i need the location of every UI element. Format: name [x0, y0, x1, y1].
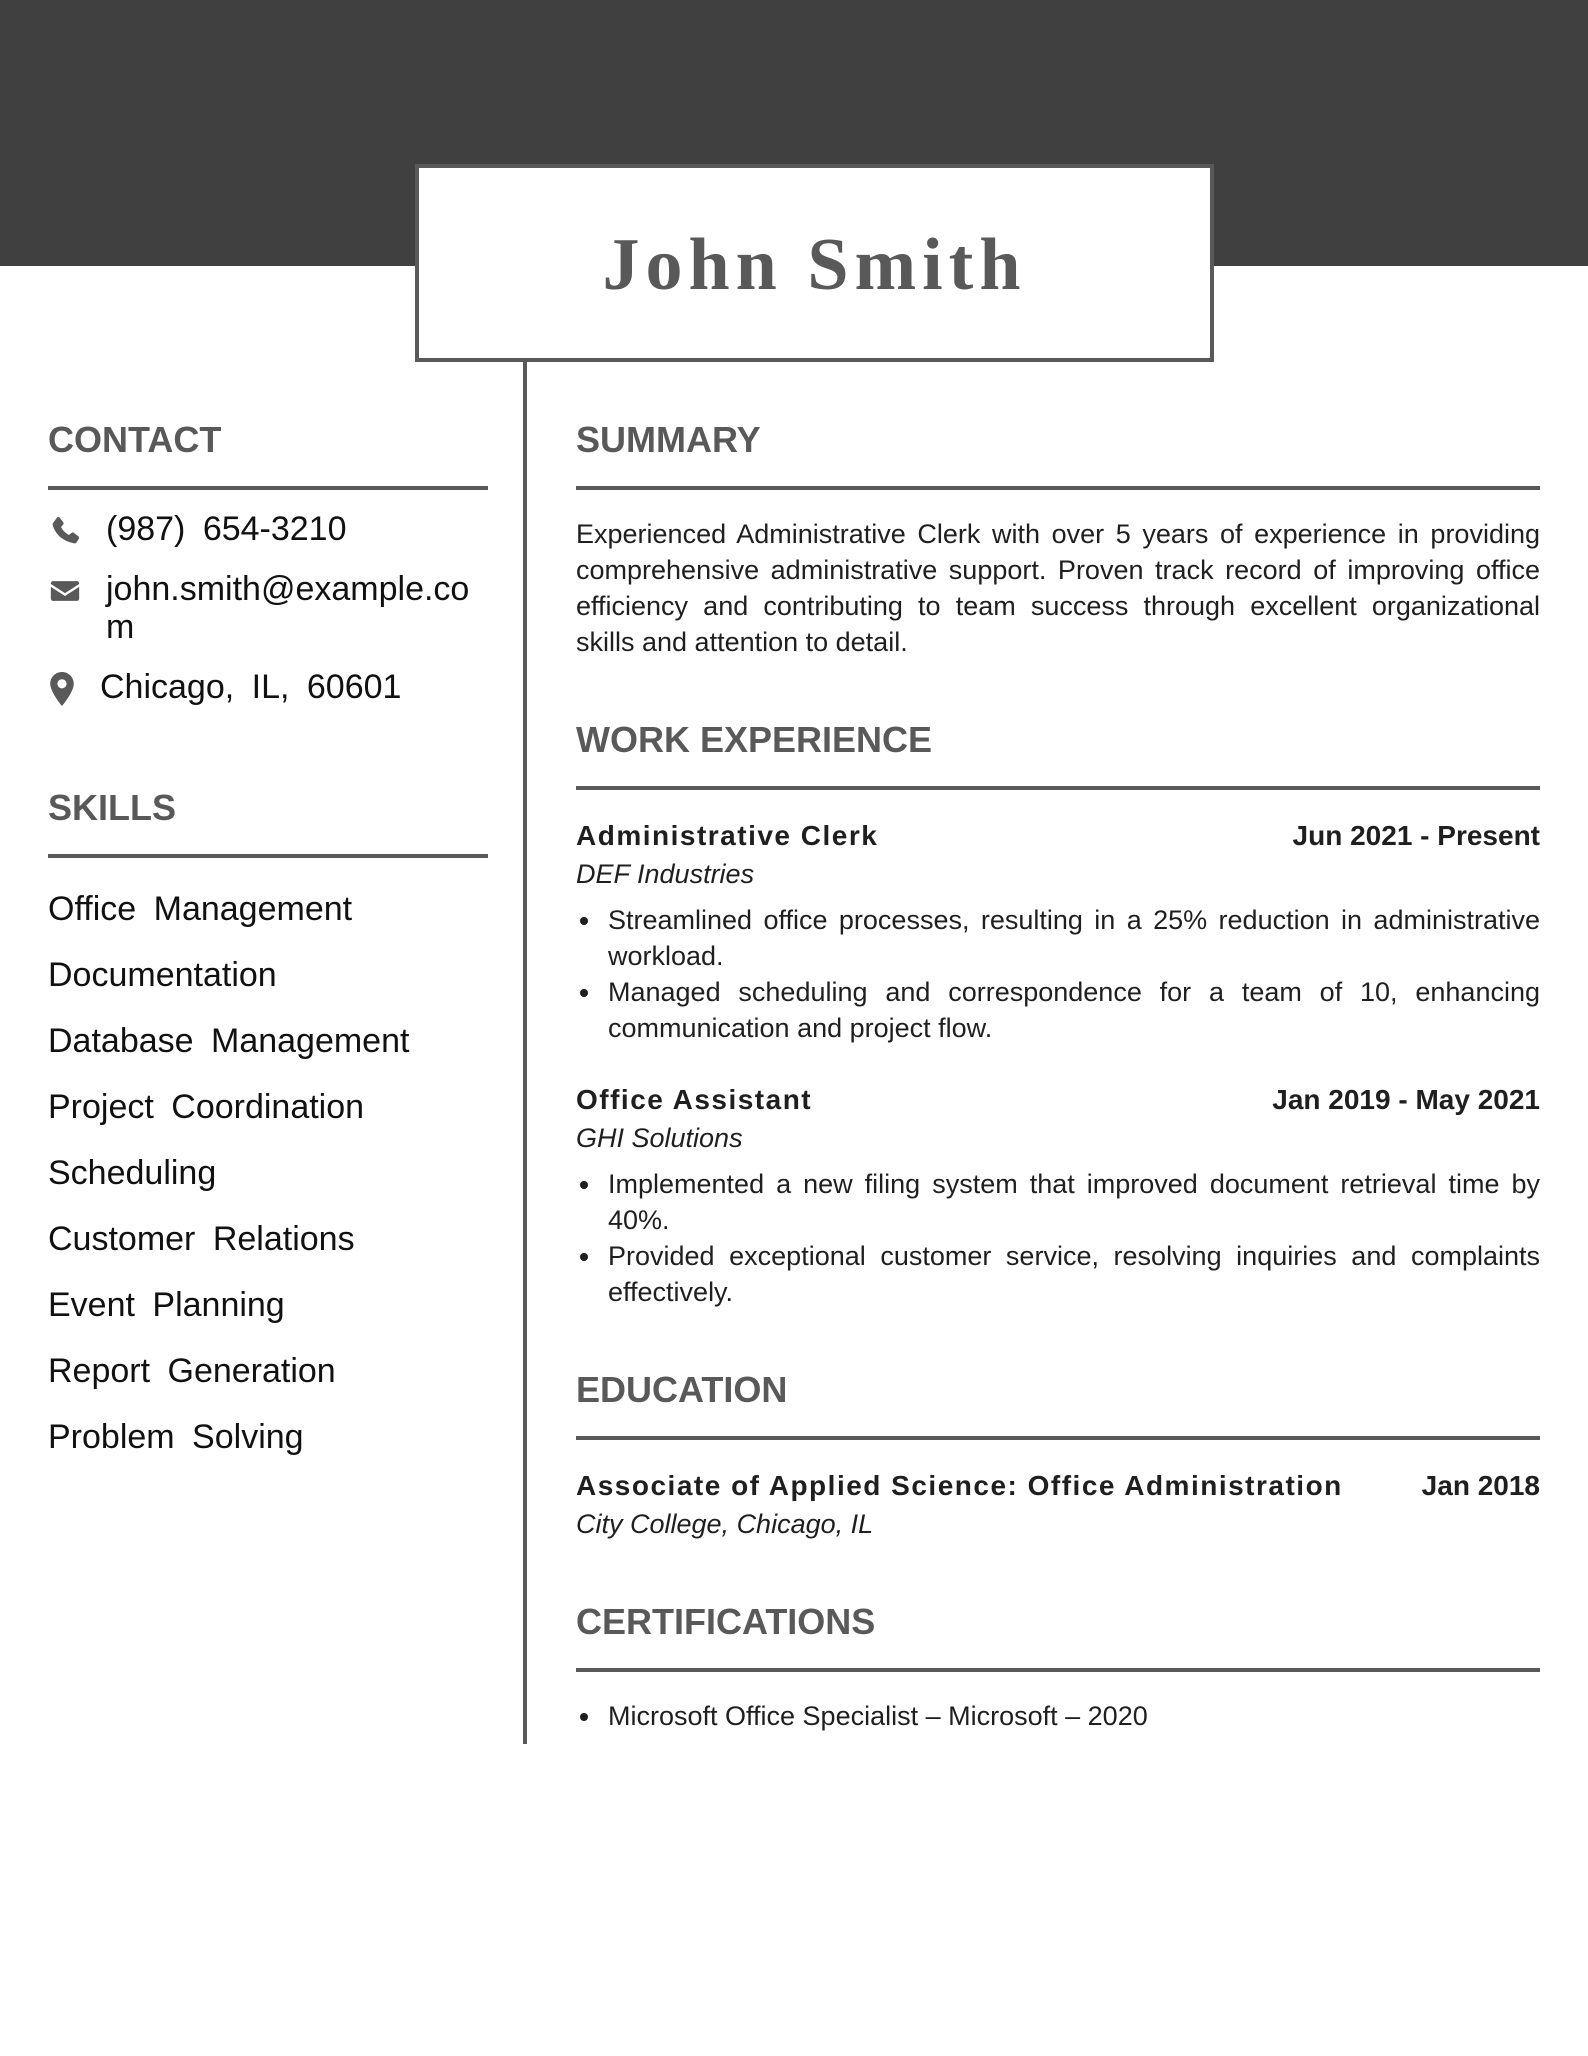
- certification-item: Microsoft Office Specialist – Microsoft – 2020: [576, 1698, 1540, 1734]
- certifications-heading-rule: [576, 1668, 1540, 1672]
- name-box: [415, 164, 1214, 362]
- contact-email: john.smith@example.com: [106, 570, 470, 646]
- skills-section: [48, 786, 488, 1470]
- candidate-name: John Smith: [602, 223, 1027, 306]
- skill-item: Office Management: [48, 890, 353, 928]
- job-entry: [576, 820, 1540, 1046]
- education-header: [576, 1470, 1540, 1502]
- contact-email-item: [48, 570, 488, 646]
- education-date: Jan 2018: [1421, 1470, 1540, 1501]
- summary-text: Experienced Administrative Clerk with over 5 years of experience in providing comprehensive administrative support. Proven track record of improving office efficiency and contributing to team success through excellent organizational skills and attention to detail.: [576, 519, 1540, 657]
- contact-heading: CONTACT: [48, 419, 222, 460]
- skills-heading: SKILLS: [48, 787, 177, 828]
- certifications-heading: CERTIFICATIONS: [576, 1601, 876, 1642]
- work-experience-heading-rule: [576, 786, 1540, 790]
- contact-heading-rule: [48, 486, 488, 490]
- job-bullet: Implemented a new filing system that improved document retrieval time by 40%.: [576, 1166, 1540, 1238]
- job-bullets: [576, 902, 1540, 1046]
- skill-item: Documentation: [48, 956, 277, 994]
- education-entry: [576, 1470, 1540, 1542]
- job-company: DEF Industries: [576, 859, 755, 889]
- skills-heading-rule: [48, 854, 488, 858]
- summary-heading: SUMMARY: [576, 419, 761, 460]
- education-school: City College, Chicago, IL: [576, 1509, 874, 1539]
- contact-location-item: [48, 668, 488, 706]
- skill-item: Project Coordination: [48, 1088, 365, 1126]
- work-experience-heading: WORK EXPERIENCE: [576, 719, 933, 760]
- phone-icon: [48, 514, 82, 548]
- skill-item: Problem Solving: [48, 1418, 304, 1456]
- skill-item: Report Generation: [48, 1352, 336, 1390]
- job-header: [576, 820, 1540, 852]
- skill-item: Customer Relations: [48, 1220, 355, 1258]
- certifications-list: [576, 1698, 1540, 1734]
- skill-item: Event Planning: [48, 1286, 285, 1324]
- contact-section: [48, 418, 488, 706]
- summary-heading-rule: [576, 486, 1540, 490]
- job-bullet: Provided exceptional customer service, resolving inquiries and complaints effectively.: [576, 1238, 1540, 1310]
- left-column: [48, 418, 488, 1470]
- skills-list: [48, 876, 488, 1470]
- education-heading: EDUCATION: [576, 1369, 788, 1410]
- contact-phone-item: [48, 510, 488, 548]
- job-company: GHI Solutions: [576, 1123, 743, 1153]
- right-column: [576, 418, 1540, 1734]
- skill-item: Scheduling: [48, 1154, 217, 1192]
- education-section: [576, 1368, 1540, 1542]
- job-title: Administrative Clerk: [576, 820, 879, 851]
- education-degree: Associate of Applied Science: Office Administration: [576, 1470, 1343, 1501]
- summary-section: [576, 418, 1540, 660]
- certifications-section: [576, 1600, 1540, 1734]
- work-experience-section: [576, 718, 1540, 1310]
- job-dates: Jan 2019 - May 2021: [1272, 1084, 1540, 1115]
- envelope-icon: [48, 574, 82, 608]
- job-bullet: Streamlined office processes, resulting in a 25% reduction in administrative workload.: [576, 902, 1540, 974]
- job-dates: Jun 2021 - Present: [1292, 820, 1540, 851]
- contact-location: Chicago, IL, 60601: [100, 668, 402, 706]
- job-entry: [576, 1084, 1540, 1310]
- job-header: [576, 1084, 1540, 1116]
- contact-list: [48, 510, 488, 706]
- job-bullets: [576, 1166, 1540, 1310]
- job-bullet: Managed scheduling and correspondence for a team of 10, enhancing communication and project flow.: [576, 974, 1540, 1046]
- column-divider: [523, 362, 527, 1744]
- map-pin-icon: [48, 672, 76, 706]
- skill-item: Database Management: [48, 1022, 410, 1060]
- contact-phone: (987) 654-3210: [106, 510, 347, 548]
- education-heading-rule: [576, 1436, 1540, 1440]
- job-title: Office Assistant: [576, 1084, 813, 1115]
